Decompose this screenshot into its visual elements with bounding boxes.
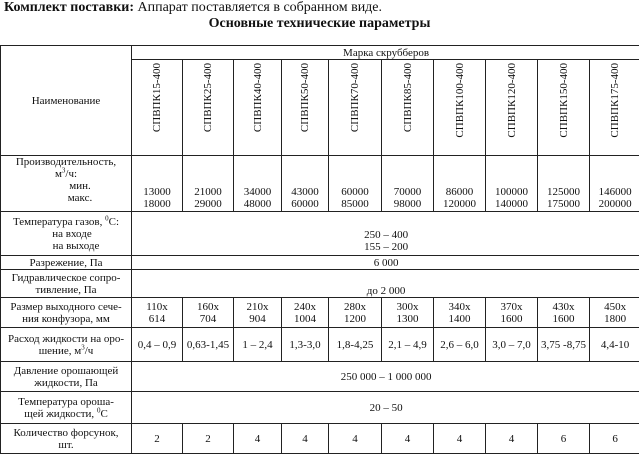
capacity-min: 21000 (184, 186, 232, 198)
capacity-max: 18000 (133, 198, 181, 210)
capacity-cell (234, 156, 282, 212)
table-row-liquid-flow (1, 328, 639, 362)
capacity-min: 60000 (330, 186, 380, 198)
capacity-min: 43000 (283, 186, 327, 198)
table-row-gas-temp (1, 212, 639, 256)
confuser-label-1: Размер выходного сече- (2, 301, 130, 313)
capacity-cell (382, 156, 434, 212)
capacity-cell (538, 156, 590, 212)
section-title: Основные технические параметры (0, 16, 639, 32)
model-name: СПВПК50-400 (299, 63, 311, 132)
header-name-cell (1, 46, 132, 156)
liquid-flow-value: 0,4 – 0,9 (132, 328, 183, 362)
liquid-flow-value: 1 – 2,4 (234, 328, 282, 362)
capacity-cell (132, 156, 183, 212)
confuser-height: 1300 (383, 313, 432, 325)
liquid-flow-value: 1,8-4,25 (329, 328, 382, 362)
nozzles-value: 4 (434, 424, 486, 454)
confuser-height: 1200 (330, 313, 380, 325)
capacity-label-1: Производительность, (2, 156, 130, 168)
nozzles-label-1: Количество форсунок, (2, 427, 130, 439)
nozzles-value: 2 (132, 424, 183, 454)
confuser-cell (183, 298, 234, 328)
capacity-min: 125000 (539, 186, 588, 198)
capacity-cell (183, 156, 234, 212)
capacity-max: 48000 (235, 198, 280, 210)
confuser-cell (434, 298, 486, 328)
confuser-cell (382, 298, 434, 328)
nozzles-value: 4 (282, 424, 329, 454)
liquid-flow-value: 3,0 – 7,0 (486, 328, 538, 362)
confuser-height: 704 (184, 313, 232, 325)
capacity-max: 29000 (184, 198, 232, 210)
vacuum-value: 6 000 (132, 256, 639, 270)
model-name: СПВПК70-400 (349, 63, 361, 132)
model-name: СПВПК40-400 (252, 63, 264, 132)
liquid-flow-value: 2,1 – 4,9 (382, 328, 434, 362)
model-header-cell (132, 60, 183, 156)
confuser-width: 240x (283, 301, 327, 313)
confuser-cell (590, 298, 639, 328)
vacuum-label: Разрежение, Па (1, 256, 132, 270)
table-row-nozzles (1, 424, 639, 454)
gas-temp-label: Температура газов, $^0$С: (2, 216, 130, 228)
capacity-min: 86000 (435, 186, 484, 198)
model-header-cell (590, 60, 639, 156)
capacity-label-2: $м^3/ч$: (2, 168, 130, 180)
liquid-flow-value: 0,63-1,45 (183, 328, 234, 362)
confuser-height: 1004 (283, 313, 327, 325)
model-header-cell (382, 60, 434, 156)
capacity-cell (590, 156, 639, 212)
hydraulic-label-1: Гидравлическое сопро- (2, 272, 130, 284)
confuser-width: 110x (133, 301, 181, 313)
confuser-cell (282, 298, 329, 328)
liquid-pressure-label-1: Давление орошающей (2, 365, 130, 377)
nozzles-value: 4 (486, 424, 538, 454)
model-header-cell (486, 60, 538, 156)
model-name: СПВПК120-400 (506, 63, 518, 138)
nozzles-value: 6 (538, 424, 590, 454)
liquid-flow-value: 2,6 – 6,0 (434, 328, 486, 362)
gas-temp-in-label: на входе (2, 228, 130, 240)
confuser-cell (329, 298, 382, 328)
confuser-cell (486, 298, 538, 328)
table-row-vacuum (1, 256, 639, 270)
liquid-flow-label-1: Расход жидкости на оро- (2, 333, 130, 345)
confuser-height: 1600 (539, 313, 588, 325)
model-header-cell (434, 60, 486, 156)
model-header-cell (538, 60, 590, 156)
model-header-cell (183, 60, 234, 156)
capacity-max: 85000 (330, 198, 380, 210)
liquid-temp-label-1: Температура ороша- (2, 396, 130, 408)
confuser-width: 340x (435, 301, 484, 313)
hydraulic-value: до 2 000 (132, 270, 639, 298)
liquid-temp-label-2: щей жидкости, $^0$С (2, 408, 130, 420)
confuser-label-cell (1, 298, 132, 328)
capacity-min: 13000 (133, 186, 181, 198)
confuser-height: 1800 (591, 313, 639, 325)
capacity-min: 34000 (235, 186, 280, 198)
capacity-max: 175000 (539, 198, 588, 210)
capacity-cell (329, 156, 382, 212)
confuser-label-2: ния конфузора, мм (2, 313, 130, 325)
gas-temp-out-value: 155 – 200 (133, 241, 639, 253)
model-name: СПВПК15-400 (151, 63, 163, 132)
gas-temp-label-cell (1, 212, 132, 256)
model-header-cell (282, 60, 329, 156)
delivery-note (4, 0, 382, 16)
capacity-cell (282, 156, 329, 212)
capacity-max: 120000 (435, 198, 484, 210)
capacity-max: 140000 (487, 198, 536, 210)
capacity-min: 70000 (383, 186, 432, 198)
table-row-liquid-pressure (1, 362, 639, 392)
capacity-cell (486, 156, 538, 212)
liquid-flow-label-cell (1, 328, 132, 362)
confuser-cell (538, 298, 590, 328)
confuser-cell (132, 298, 183, 328)
nozzles-label-2: шт. (2, 439, 130, 451)
capacity-label-cell (1, 156, 132, 212)
confuser-width: 210x (235, 301, 280, 313)
nozzles-label-cell (1, 424, 132, 454)
confuser-width: 430x (539, 301, 588, 313)
gas-temp-values (132, 212, 639, 256)
liquid-temp-value: 20 – 50 (132, 392, 639, 424)
confuser-width: 280x (330, 301, 380, 313)
hydraulic-label-2: тивление, Па (2, 284, 130, 296)
capacity-cell (434, 156, 486, 212)
capacity-min: 100000 (487, 186, 536, 198)
capacity-min-label: мин. (2, 180, 130, 192)
table-row-confuser (1, 298, 639, 328)
confuser-width: 370x (487, 301, 536, 313)
liquid-flow-value: 1,3-3,0 (282, 328, 329, 362)
liquid-flow-label-2: шение, $м^3/ч$ (2, 345, 130, 357)
delivery-text: Аппарат поставляется в собранном виде. (138, 0, 383, 15)
nozzles-value: 2 (183, 424, 234, 454)
confuser-width: 300x (383, 301, 432, 313)
confuser-cell (234, 298, 282, 328)
model-name: СПВПК25-400 (202, 63, 214, 132)
header-name: Наименование (32, 95, 101, 107)
delivery-label: Комплект поставки: (4, 0, 134, 15)
confuser-width: 450x (591, 301, 639, 313)
model-name: СПВПК100-400 (454, 63, 466, 138)
capacity-max-label: макс. (2, 192, 130, 204)
capacity-max: 98000 (383, 198, 432, 210)
confuser-height: 614 (133, 313, 181, 325)
capacity-max: 60000 (283, 198, 327, 210)
liquid-temp-label-cell (1, 392, 132, 424)
hydraulic-label-cell (1, 270, 132, 298)
liquid-flow-value: 3,75 -8,75 (538, 328, 590, 362)
table-row-hydraulic (1, 270, 639, 298)
model-name: СПВПК85-400 (402, 63, 414, 132)
nozzles-value: 4 (234, 424, 282, 454)
gas-temp-out-label: на выходе (2, 240, 130, 252)
model-header-cell (234, 60, 282, 156)
spec-table (0, 45, 639, 454)
model-name: СПВПК175-400 (609, 63, 621, 138)
nozzles-value: 4 (382, 424, 434, 454)
liquid-flow-value: 4,4-10 (590, 328, 639, 362)
header-group: Марка скрубберов (132, 46, 639, 60)
model-header-cell (329, 60, 382, 156)
gas-temp-in-value: 250 – 400 (133, 229, 639, 241)
model-name: СПВПК150-400 (558, 63, 570, 138)
confuser-width: 160x (184, 301, 232, 313)
table-row-liquid-temp (1, 392, 639, 424)
capacity-max: 200000 (591, 198, 639, 210)
confuser-height: 904 (235, 313, 280, 325)
confuser-height: 1600 (487, 313, 536, 325)
nozzles-value: 6 (590, 424, 639, 454)
liquid-pressure-label-cell (1, 362, 132, 392)
nozzles-value: 4 (329, 424, 382, 454)
liquid-pressure-value: 250 000 – 1 000 000 (132, 362, 639, 392)
liquid-pressure-label-2: жидкости, Па (2, 377, 130, 389)
capacity-min: 146000 (591, 186, 639, 198)
confuser-height: 1400 (435, 313, 484, 325)
table-row-capacity (1, 156, 639, 212)
